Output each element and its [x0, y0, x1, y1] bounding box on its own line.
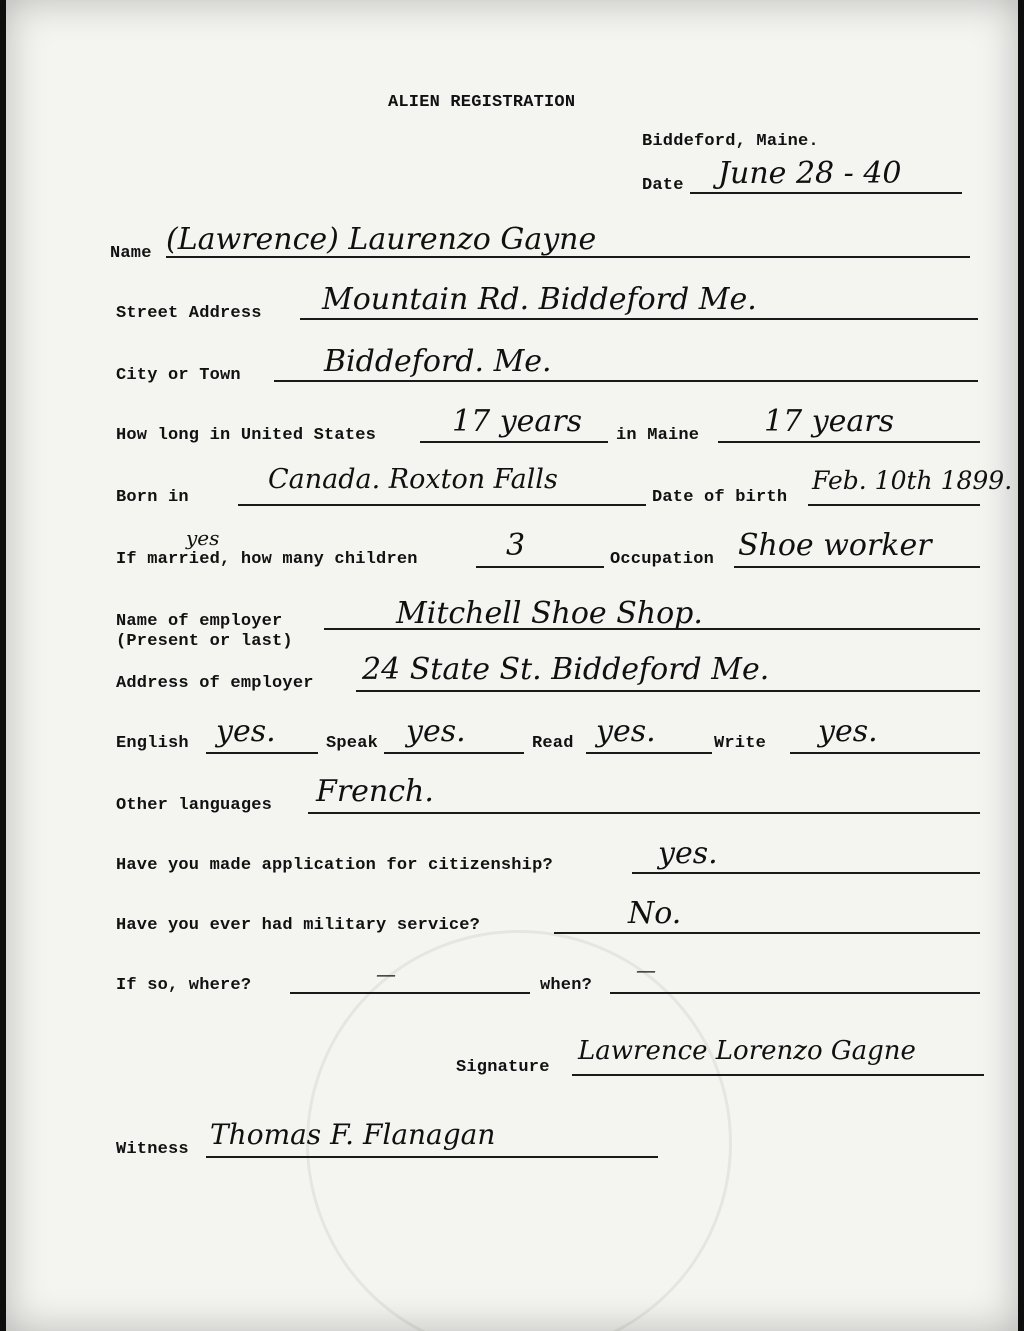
- born-label: Born in: [116, 488, 189, 507]
- dob-line: [808, 504, 980, 506]
- in-maine-label: in Maine: [616, 426, 700, 445]
- city-label: City or Town: [116, 366, 241, 385]
- occupation-value: Shoe worker: [738, 528, 932, 563]
- born-value: Canada. Roxton Falls: [268, 464, 558, 495]
- children-value: 3: [506, 528, 526, 563]
- witness-label: Witness: [116, 1140, 189, 1159]
- citizenship-label: Have you made application for citizenship?: [116, 856, 553, 875]
- citizenship-value: yes.: [658, 836, 718, 871]
- write-line: [790, 752, 980, 754]
- speak-line: [384, 752, 524, 754]
- children-line: [476, 566, 604, 568]
- married-value: yes: [186, 526, 220, 550]
- street-line: [300, 318, 978, 320]
- other-languages-line: [308, 812, 980, 814]
- employer-address-label: Address of employer: [116, 674, 314, 693]
- city-value: Biddeford. Me.: [324, 344, 552, 379]
- city-line: [274, 380, 978, 382]
- form-title: ALIEN REGISTRATION: [388, 93, 576, 112]
- occupation-label: Occupation: [610, 550, 715, 569]
- form-place-text: Biddeford, Maine.: [642, 132, 819, 151]
- employer-address-value: 24 State St. Biddeford Me.: [362, 652, 770, 687]
- when-label: when?: [540, 976, 593, 995]
- when-value: —: [636, 958, 656, 982]
- witness-line: [206, 1156, 658, 1158]
- street-value: Mountain Rd. Biddeford Me.: [322, 282, 757, 317]
- read-line: [586, 752, 712, 754]
- employer-line: [324, 628, 980, 630]
- employer-value: Mitchell Shoe Shop.: [396, 596, 703, 631]
- english-value: yes.: [216, 714, 276, 749]
- military-line: [554, 932, 980, 934]
- other-languages-label: Other languages: [116, 796, 273, 815]
- employer-sub-label: (Present or last): [116, 632, 293, 651]
- write-value: yes.: [818, 714, 878, 749]
- military-label: Have you ever had military service?: [116, 916, 481, 935]
- other-languages-value: French.: [316, 774, 434, 809]
- years-maine-value: 17 years: [764, 404, 895, 439]
- speak-value: yes.: [406, 714, 466, 749]
- citizenship-line: [632, 872, 980, 874]
- name-line: [166, 256, 970, 258]
- date-value: June 28 - 40: [718, 156, 902, 191]
- name-value: (Lawrence) Laurenzo Gayne: [166, 222, 597, 257]
- signature-value: Lawrence Lorenzo Gagne: [578, 1036, 916, 1066]
- read-label: Read: [532, 734, 574, 753]
- years-us-line: [420, 441, 608, 443]
- name-label: Name: [110, 244, 152, 263]
- registration-form-page: [6, 0, 1018, 1331]
- witness-value: Thomas F. Flanagan: [210, 1118, 496, 1151]
- when-line: [610, 992, 980, 994]
- signature-line: [572, 1074, 984, 1076]
- signature-label: Signature: [456, 1058, 550, 1077]
- military-value: No.: [628, 896, 682, 931]
- born-line: [238, 504, 646, 506]
- where-label: If so, where?: [116, 976, 252, 995]
- employer-address-line: [356, 690, 980, 692]
- write-label: Write: [714, 734, 767, 753]
- years-us-value: 17 years: [452, 404, 583, 439]
- street-label: Street Address: [116, 304, 262, 323]
- how-long-label: How long in United States: [116, 426, 377, 445]
- where-line: [290, 992, 530, 994]
- dob-label: Date of birth: [652, 488, 788, 507]
- employer-label: Name of employer: [116, 612, 283, 631]
- where-value: —: [376, 962, 396, 986]
- speak-label: Speak: [326, 734, 379, 753]
- years-maine-line: [718, 441, 980, 443]
- english-label: English: [116, 734, 189, 753]
- date-line: [690, 192, 962, 194]
- married-label: If married, how many children: [116, 550, 418, 569]
- english-line: [206, 752, 318, 754]
- date-label: Date: [642, 176, 684, 195]
- dob-value: Feb. 10th 1899.: [812, 466, 1013, 495]
- occupation-line: [734, 566, 980, 568]
- read-value: yes.: [596, 714, 656, 749]
